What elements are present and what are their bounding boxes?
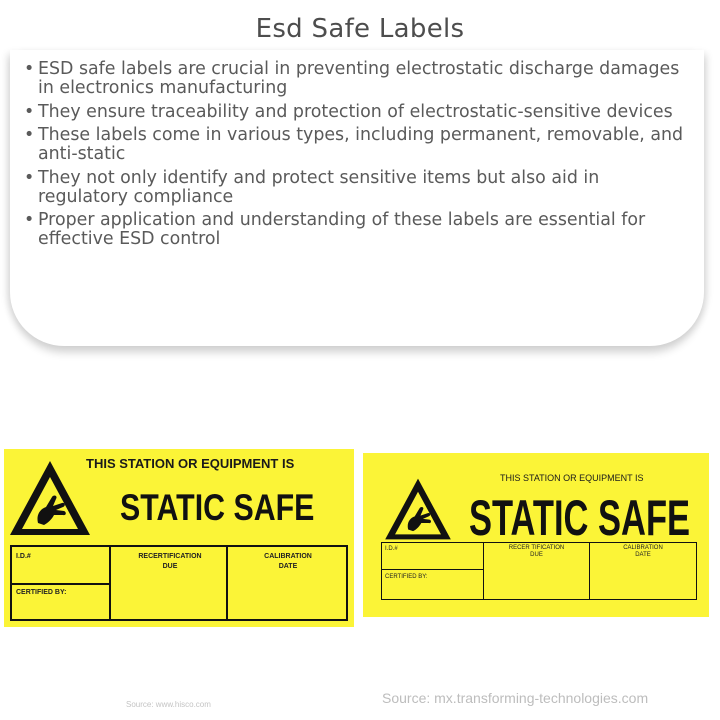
bullet-text: These labels come in various types, including permanent, removable, and anti-static [38,125,684,164]
bullet-item [24,101,688,122]
bullet-text: They ensure traceability and protection of electrostatic-sensitive devices [38,101,673,122]
bullet-item [24,210,688,249]
calibration-field-label: CALIBRATION [264,553,312,560]
image-source-right: Source: mx.transforming-technologies.com [382,690,649,706]
bullet-text: They not only identify and protect sensitive items but also aid in regulatory compliance [38,167,600,207]
bullet-dot: • [24,101,35,122]
label-title: STATIC SAFE [469,490,691,546]
certified-field-label: CERTIFIED BY: [385,574,428,580]
recert-field-label: RECERTIFICATION [138,553,202,560]
bullet-dot: • [24,59,35,79]
recert-due-label: DUE [162,563,178,570]
label-heading: THIS STATION OR EQUIPMENT IS [86,456,295,471]
bullet-text: ESD safe labels are crucial in preventing electrostatic discharge damages in electronics manufacturing [38,59,680,98]
bullet-item [24,167,688,207]
bullet-item [24,59,688,98]
recert-field-label: RECER TIFICATION [508,545,565,551]
bullet-dot: • [24,125,35,145]
id-field-label: I.D.# [16,553,31,560]
label-title: STATIC SAFE [120,487,315,528]
calibration-date-label: DATE [278,563,298,570]
label-heading: THIS STATION OR EQUIPMENT IS [500,473,644,483]
esd-hand-warning-icon [8,459,92,537]
recert-due-label: DUE [530,552,543,558]
bullet-text: Proper application and understanding of these labels are essential for effective ESD control [38,210,646,249]
calibration-date-label: DATE [635,552,651,558]
bullet-list [24,59,688,254]
grid-divider [381,569,484,570]
bullet-dot: • [24,167,35,188]
calibration-field-label: CALIBRATION [623,545,663,551]
esd-hand-warning-icon [383,477,453,541]
id-field-label: I.D.# [385,546,398,552]
certified-field-label: CERTIFIED BY: [16,589,67,596]
esd-label-right [363,453,709,617]
grid-divider [10,583,110,585]
esd-label-left [4,449,354,627]
bullet-dot: • [24,210,35,230]
bullet-item [24,125,688,164]
page-title: Esd Safe Labels [255,14,465,44]
image-source-left: Source: www.hisco.com [126,700,211,709]
